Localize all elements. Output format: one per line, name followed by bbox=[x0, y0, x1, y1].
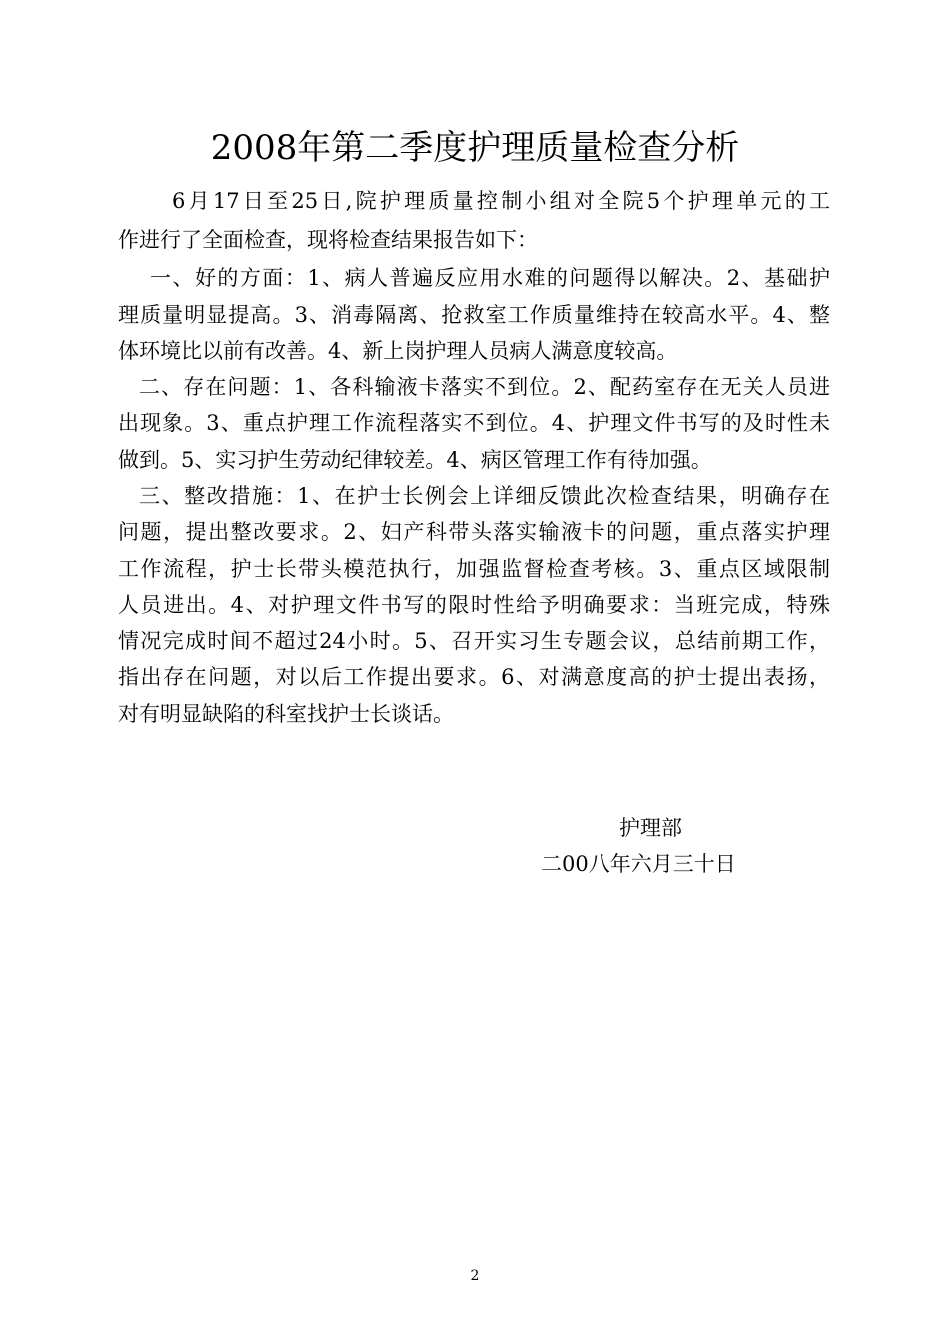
body-line-13: 情况完成时间不超过24小时。5、召开实习生专题会议，总结前期工作， bbox=[118, 629, 830, 653]
signature-department: 护理部 bbox=[619, 816, 682, 840]
body-line-2: 作进行了全面检查，现将检查结果报告如下： bbox=[118, 228, 538, 252]
body-line-6: 二、存在问题：1、各科输液卡落实不到位。2、配药室存在无关人员进 bbox=[139, 375, 830, 399]
body-line-10: 问题，提出整改要求。2、妇产科带头落实输液卡的问题，重点落实护理 bbox=[118, 520, 830, 544]
body-line-14: 指出存在问题，对以后工作提出要求。6、对满意度高的护士提出表扬， bbox=[118, 665, 830, 689]
document-title: 2008年第二季度护理质量检查分析 bbox=[210, 128, 740, 168]
body-line-4: 理质量明显提高。3、消毒隔离、抢救室工作质量维持在较高水平。4、整 bbox=[118, 303, 830, 327]
body-line-9: 三、整改措施：1、在护士长例会上详细反馈此次检查结果，明确存在 bbox=[139, 484, 830, 508]
body-line-5: 体环境比以前有改善。4、新上岗护理人员病人满意度较高。 bbox=[118, 339, 678, 363]
body-line-12: 人员进出。4、对护理文件书写的限时性给予明确要求：当班完成，特殊 bbox=[118, 593, 830, 617]
signature-date: 二00八年六月三十日 bbox=[541, 852, 736, 876]
body-line-15: 对有明显缺陷的科室找护士长谈话。 bbox=[118, 702, 454, 726]
body-line-11: 工作流程，护士长带头模范执行，加强监督检查考核。3、重点区域限制 bbox=[118, 557, 830, 581]
body-line-1: 6月17日至25日,院护理质量控制小组对全院5个护理单元的工 bbox=[172, 189, 830, 213]
body-line-3: 一、好的方面：1、病人普遍反应用水难的问题得以解决。2、基础护 bbox=[150, 266, 830, 290]
page-number: 2 bbox=[470, 1268, 480, 1284]
body-line-7: 出现象。3、重点护理工作流程落实不到位。4、护理文件书写的及时性未 bbox=[118, 411, 830, 435]
body-line-8: 做到。5、实习护生劳动纪律较差。4、病区管理工作有待加强。 bbox=[118, 448, 712, 472]
